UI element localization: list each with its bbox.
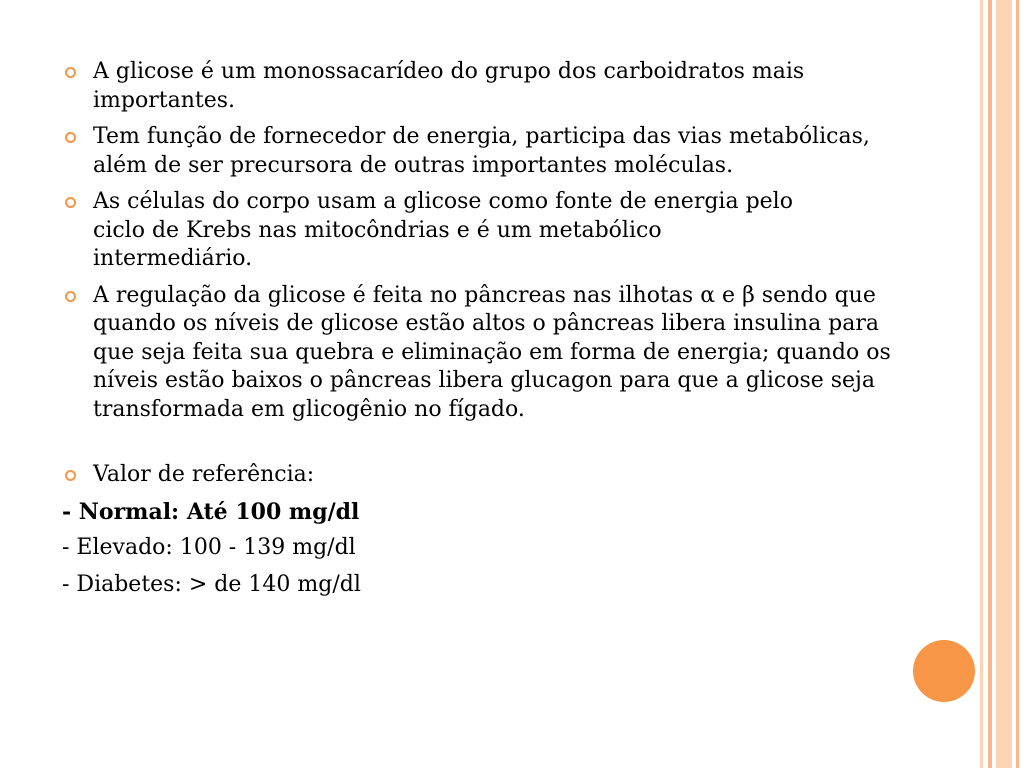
reference-title: Valor de referência: [93,462,315,487]
bullet-circle-icon [65,67,76,78]
bullet-item [62,123,902,180]
bullet-item [62,58,902,115]
border-stripe [996,0,1012,768]
bullet-item [62,188,902,274]
bullet-text: A regulação da glicose é feita no pâncreas nas ilhotas α e β sendo que quando os níveis de glicose estão altos o pâncreas libera insulina para que seja feita sua quebra e eliminação em forma de energia; quando os níveis estão baixos o pâncreas libera glucagon para que a glicose seja transformada em glicogênio no fígado. [93,282,891,422]
bullet-circle-icon [65,291,76,302]
border-stripe [980,0,983,768]
decorative-orange-circle [913,640,975,702]
bullet-circle-icon [65,197,76,208]
bullet-text: Tem função de fornecedor de energia, participa das vias metabólicas, além de ser precursora de outras importantes moléculas. [93,124,870,178]
border-stripe [988,0,992,768]
reference-title-item [62,461,902,490]
bullet-circle-icon [65,470,76,481]
bullet-text: As células do corpo usam a glicose como fonte de energia pelo ciclo de Krebs nas mitocôndrias e é um metabólico intermediário. [93,189,793,271]
decorative-right-border [980,0,1024,768]
reference-normal: - Normal: Até 100 mg/dl [62,498,360,525]
slide-content [62,58,902,599]
border-stripe [1016,0,1019,768]
bullet-item [62,282,902,425]
bullet-circle-icon [65,132,76,143]
bullet-text: A glicose é um monossacarídeo do grupo dos carboidratos mais importantes. [93,59,805,113]
reference-elevated: - Elevado: 100 - 139 mg/dl [62,535,356,560]
reference-diabetes: - Diabetes: > de 140 mg/dl [62,571,361,597]
